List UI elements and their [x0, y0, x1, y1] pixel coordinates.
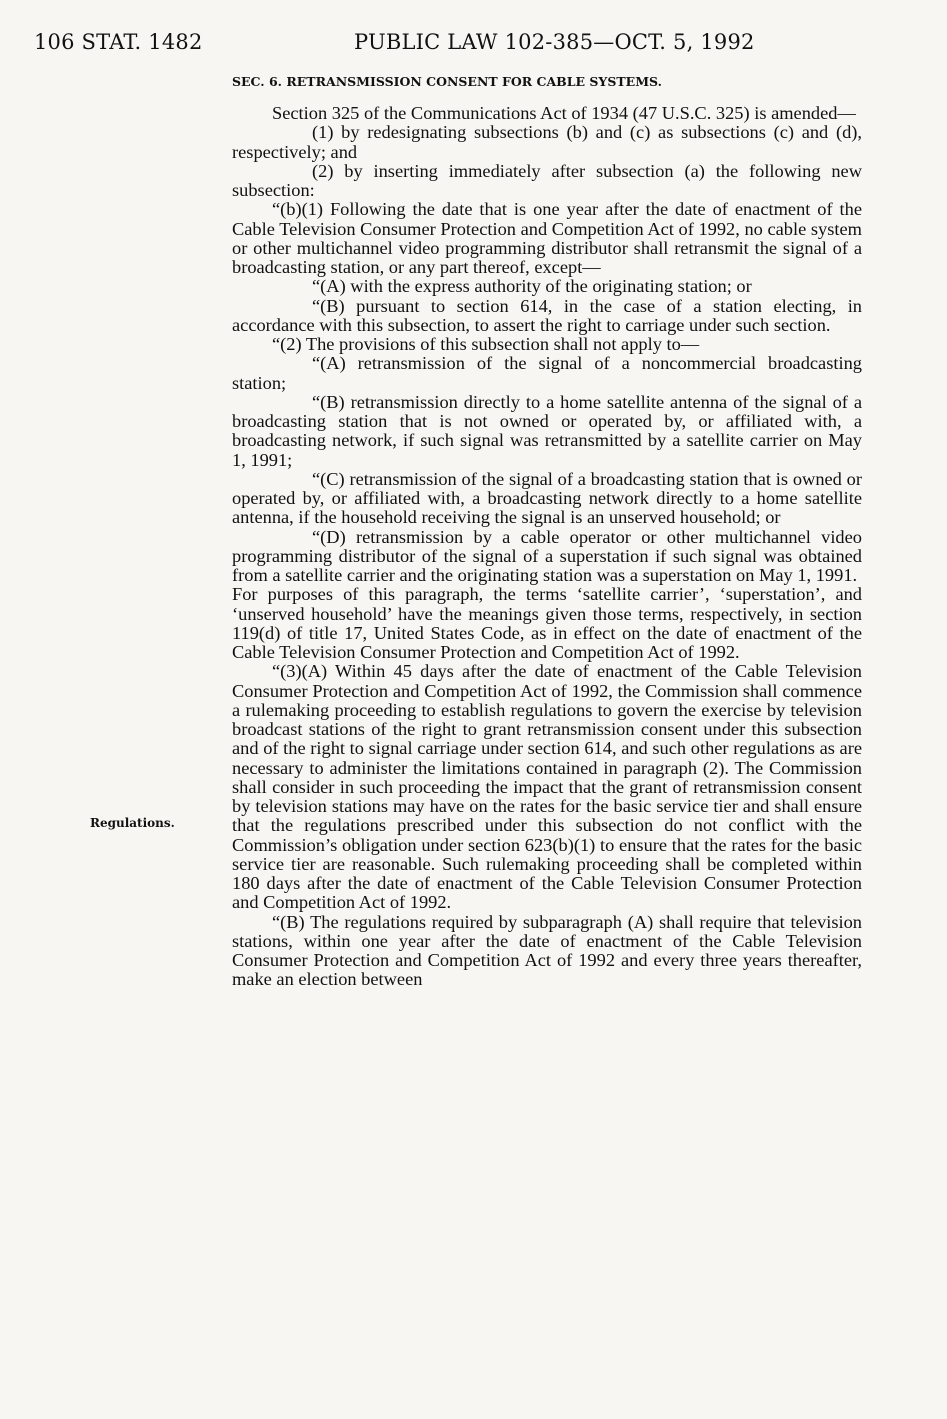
margin-note-regulations: Regulations. [90, 816, 175, 830]
paragraph-b-2-c: “(C) retransmission of the signal of a broadcasting station that is owned or operated by, or affiliated with, a broadcasting network directly to a home satellite antenna, if the household receiving the signal is an unserved household; or [232, 468, 862, 528]
paragraph-b-2-d: “(D) retransmission by a cable operator or other multichannel video programming distributor of the signal of a superstation if such signal was obtained from a satellite carrier and the originating station was a superstation on May 1, 1991. [232, 526, 862, 585]
public-law-citation: PUBLIC LAW 102-385—OCT. 5, 1992 [354, 30, 755, 54]
paragraph-b-3-a: “(3)(A) Within 45 days after the date of enactment of the Cable Television Consumer Protection and Competition Act of 1992, the Commission shall commence a rulemaking proceeding to establish regulations to govern the exercise by television broadcast stations of the right to grant retransmission consent under this subsection and of the right to signal carriage under section 614, and such other regulations as are necessary to administer the limitations contained in paragraph (2). The Commission shall consider in such proceeding the impact that the grant of retransmission consent by television stations may have on the rates for the basic service tier and shall ensure that the regulations prescribed under this subsection do not conflict with the Commission’s obligation under section 623(b)(1) to ensure that the rates for the basic service tier are reasonable. Such rulemaking proceeding shall be completed within 180 days after the date of enactment of the Cable Television Consumer Protection and Competition Act of 1992. [232, 661, 862, 913]
paragraph-b-3-b: “(B) The regulations required by subparagraph (A) shall require that television stations, within one year after the date of enactment of the Cable Television Consumer Protection and Competition Act of 1992 and every three years thereafter, make an election between [232, 911, 862, 990]
running-head [34, 30, 854, 60]
paragraph-item-1: (1) by redesignating subsections (b) and (c) as subsections (c) and (d), respectively; and [232, 122, 862, 162]
paragraph-item-2: (2) by inserting immediately after subsection (a) the following new subsection: [232, 160, 862, 200]
stat-page-reference: 106 STAT. 1482 [34, 30, 203, 54]
section-body [232, 74, 862, 990]
paragraph-b-2-a: “(A) retransmission of the signal of a noncommercial broadcasting station; [232, 353, 862, 393]
paragraph-b-2-b: “(B) retransmission directly to a home satellite antenna of the signal of a broadcasting station that is not owned or operated by, or affiliated with, a broadcasting network, if such signal was retransmitted by a satellite carrier on May 1, 1991; [232, 391, 862, 470]
paragraph-b-1: “(b)(1) Following the date that is one year after the date of enactment of the Cable Television Consumer Protection and Competition Act of 1992, no cable system or other multichannel video programming distributor shall retransmit the signal of a broadcasting station, or any part thereof, except— [232, 199, 862, 277]
paragraph-intro: Section 325 of the Communications Act of 1934 (47 U.S.C. 325) is amended— [272, 103, 856, 123]
paragraph-b-1-b: “(B) pursuant to section 614, in the case of a station electing, in accordance with this subsection, to assert the right to carriage under such section. [232, 295, 862, 335]
paragraph-definitions: For purposes of this paragraph, the terms ‘satellite carrier’, ‘superstation’, and ‘unserved household’ have the meanings given those terms, respectively, in section 119(d) of title 17, United States Code, as in effect on the date of enactment of the Cable Television Consumer Protection and Competition Act of 1992. [232, 584, 862, 662]
paragraph-b-1-a: “(A) with the express authority of the originating station; or [312, 276, 752, 297]
section-heading: SEC. 6. RETRANSMISSION CONSENT FOR CABLE SYSTEMS. [232, 74, 662, 89]
paragraph-b-2: “(2) The provisions of this subsection shall not apply to— [272, 334, 700, 354]
